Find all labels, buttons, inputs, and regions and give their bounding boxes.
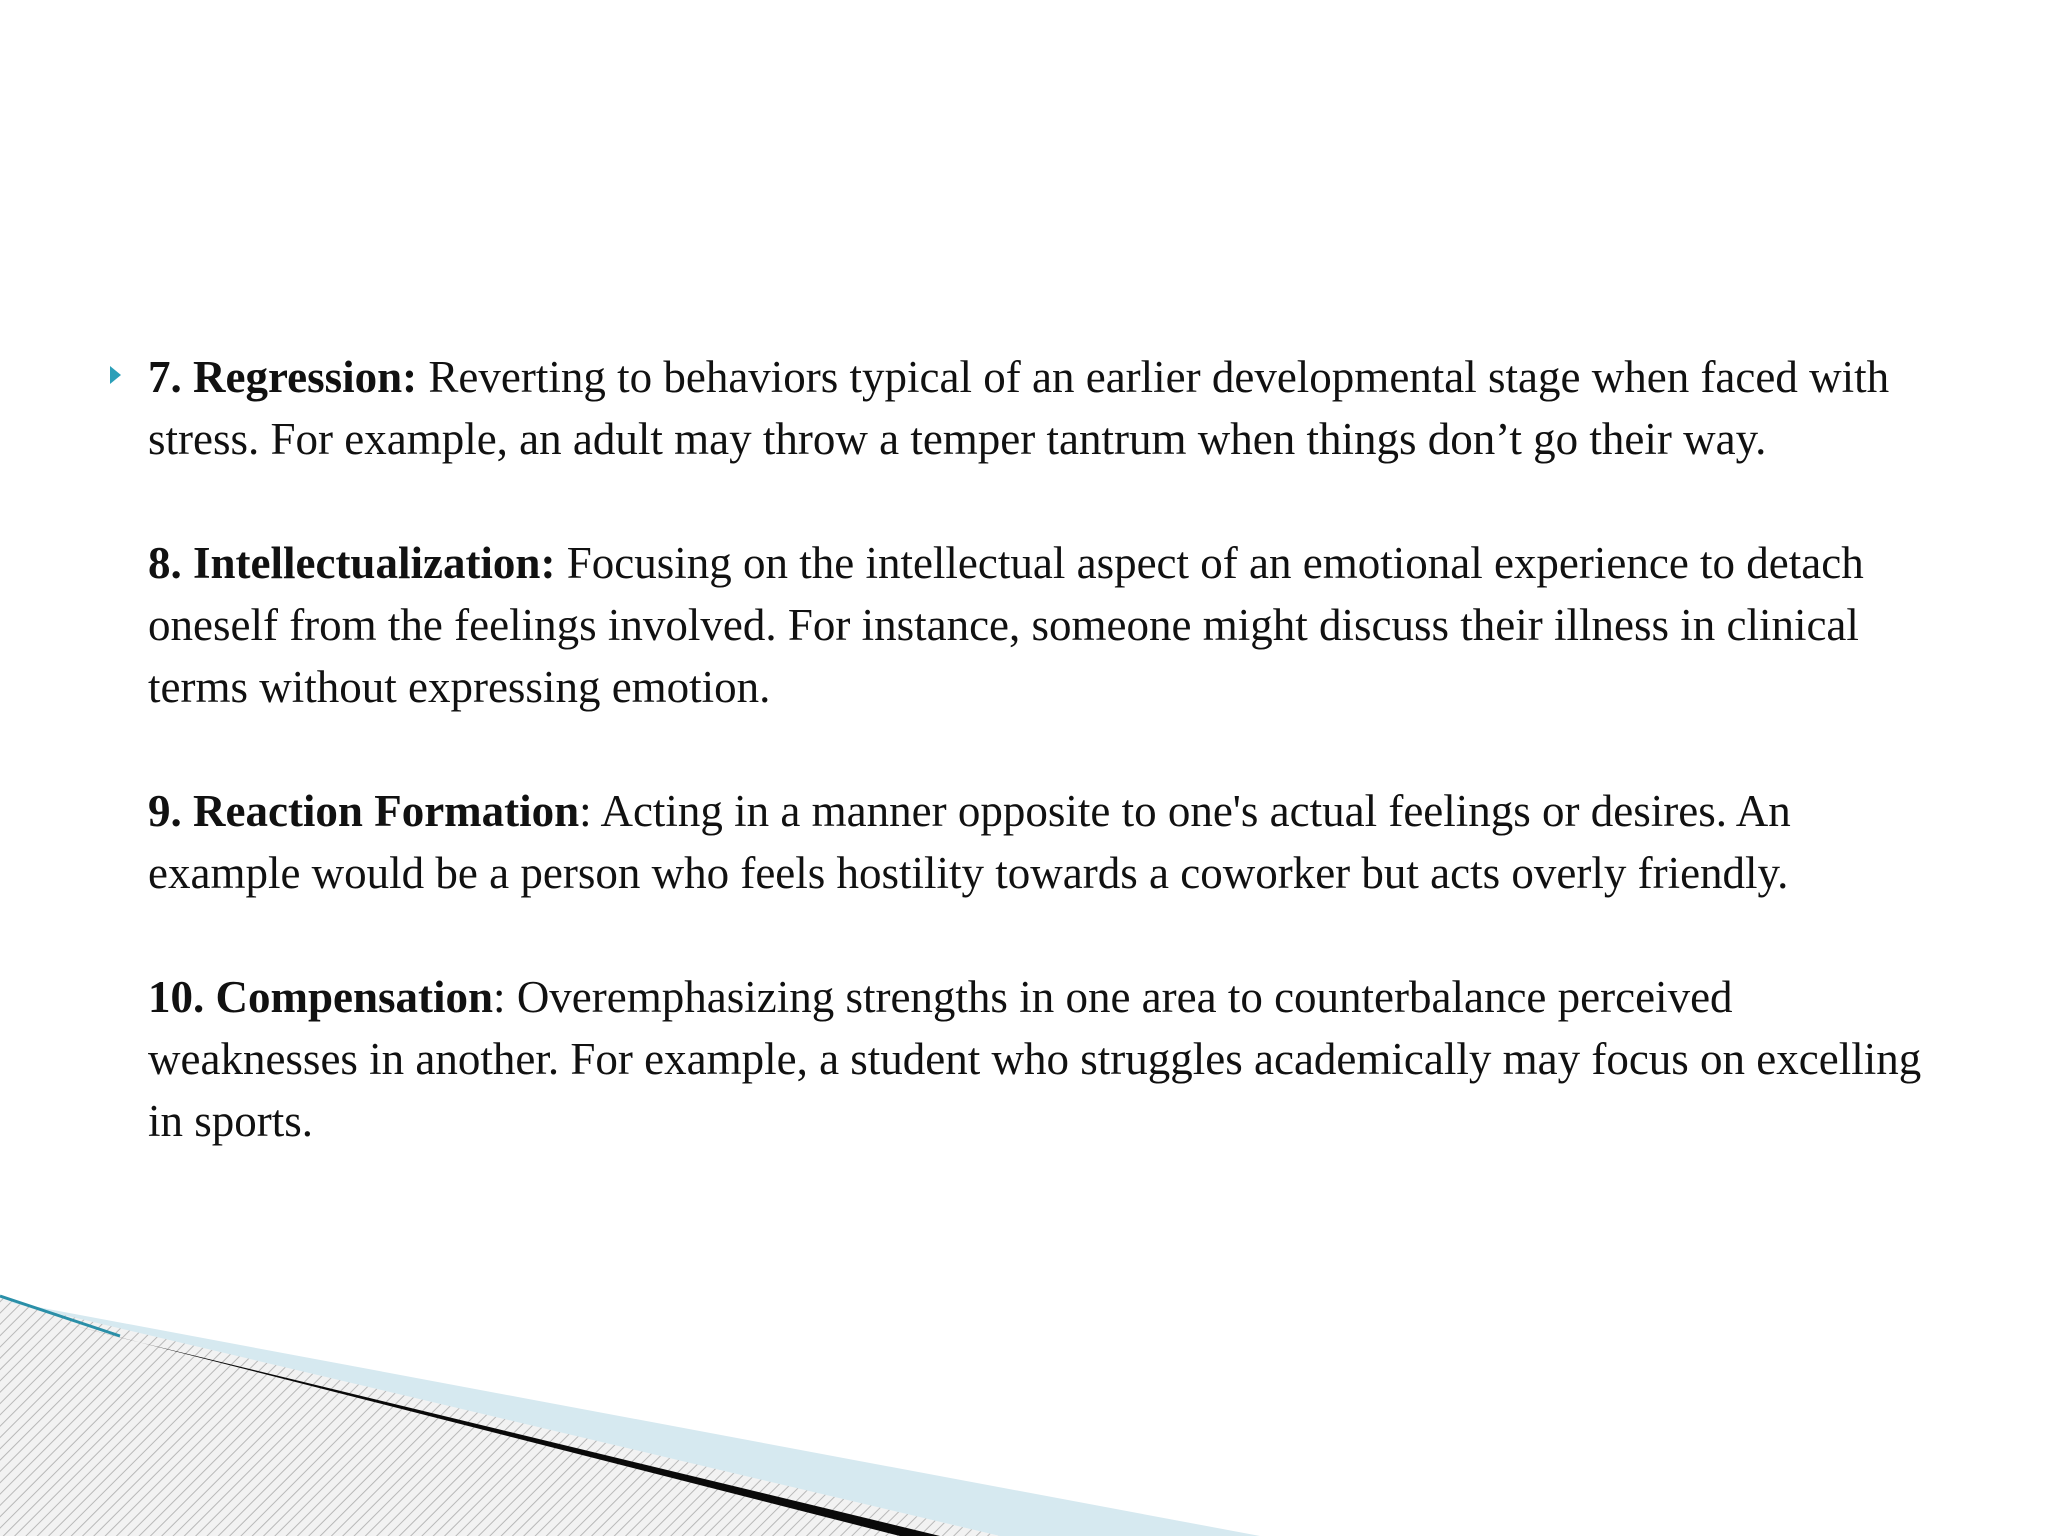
item-text: Acting in a manner opposite to one's actual feelings or desires. An example would be a person who feels hostility towards a coworker but acts overly friendly.	[148, 786, 1791, 898]
item-term: 9. Reaction Formation	[148, 786, 580, 836]
item-term: 10. Compensation	[148, 972, 494, 1022]
item-separator	[417, 352, 428, 402]
item-separator: :	[493, 972, 517, 1022]
item-text: Reverting to behaviors typical of an earlier developmental stage when faced with stress. For example, an adult may throw a temper tantrum when things don’t go their way.	[148, 352, 1890, 464]
item-separator: :	[579, 786, 601, 836]
item-intellectualization	[148, 532, 1938, 718]
item-term: 8. Intellectualization:	[148, 538, 556, 588]
item-regression	[148, 346, 1938, 470]
item-separator	[555, 538, 566, 588]
item-term: 7. Regression:	[148, 352, 418, 402]
text-body	[148, 346, 1938, 1214]
item-compensation	[148, 966, 1938, 1152]
bullet-arrow-icon	[110, 366, 121, 384]
item-text: Overemphasizing strengths in one area to counterbalance perceived weaknesses in another. For example, a student who struggles academically may focus on excelling in sports.	[148, 972, 1922, 1146]
item-text: Focusing on the intellectual aspect of an emotional experience to detach oneself from the feelings involved. For instance, someone might discuss their illness in clinical terms without expressing emotion.	[148, 538, 1864, 712]
item-reaction-formation	[148, 780, 1938, 904]
